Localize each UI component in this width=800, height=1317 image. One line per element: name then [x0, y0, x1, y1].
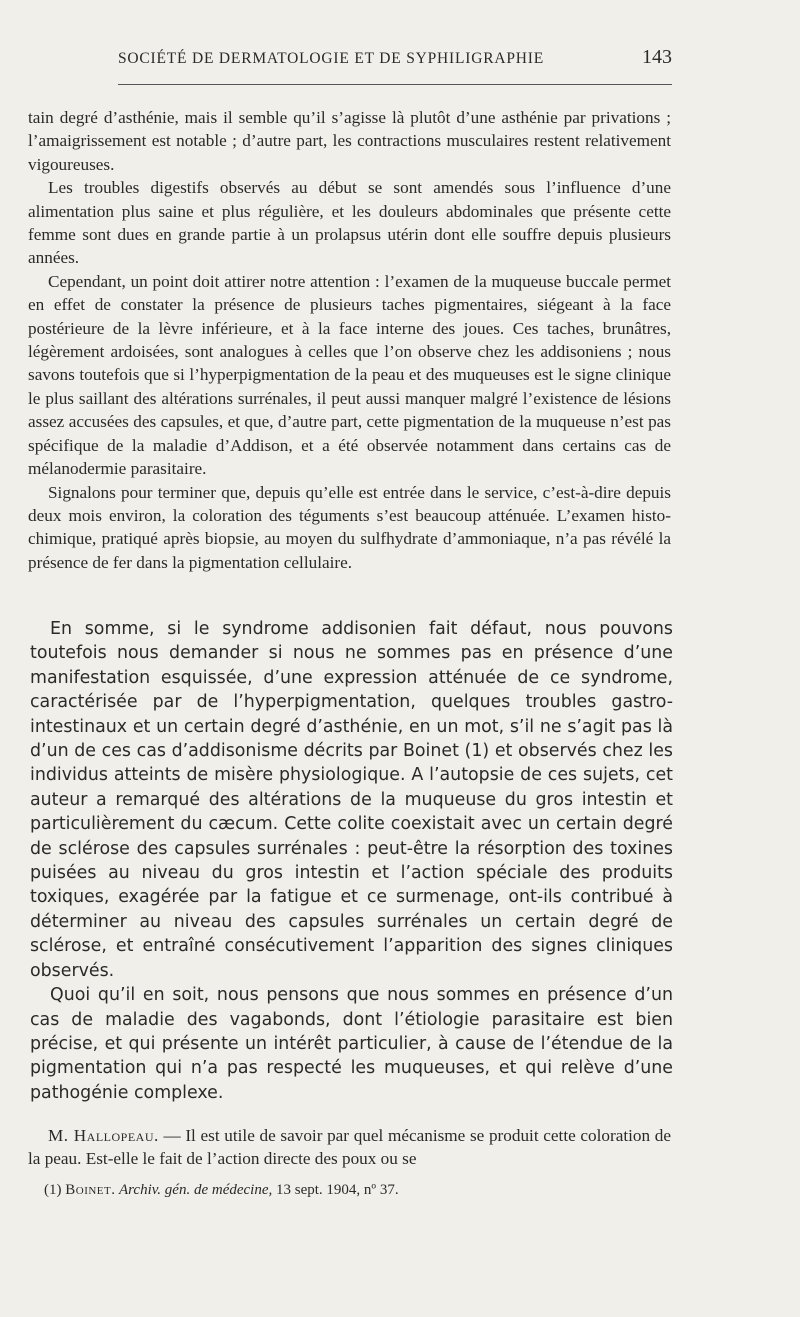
- paragraph-en-somme: En somme, si le syndrome addisonien fait défaut, nous pouvons toutefois nous demander si nous ne sommes pas en présence d’une manifestation esquissée, d’une expression atténuée de ce syndrome, caractérisée par de l’hyperpigmentation, quelques troubles gastro-intestinaux et un certain degré d’asthénie, en un mot, s’il ne s’agit pas là d’un de ces cas d’addisonisme décrits par Boinet (1) et observés chez les individus atteints de misère physiologique. A l’autopsie de ces sujets, cet auteur a remarqué des altérations de la muqueuse du gros intestin et particulièrement du cæcum. Cette colite coexistait avec un certain degré de sclérose des capsules surrénales : peut-être la résorption des toxines puisées au niveau du gros intestin et l’action spéciale des produits toxiques, exagérée par la fatigue et ce surmenage, ont-ils contribué à déterminer au niveau des capsules surrénales un certain degré de sclérose, et entraîné consécutivement l’apparition des signes cliniques observés.: [30, 619, 673, 981]
- footnote: [44, 1182, 399, 1199]
- footnote-marker: (1): [44, 1182, 66, 1198]
- footnote-journal: Archiv. gén. de médecine,: [115, 1182, 273, 1198]
- paragraph-digestive: Les troubles digestifs observés au début se sont amendés sous l’influence d’une alimentation plus saine et plus régulière, et les douleurs abdominales que présente cette femme sont dues en grande partie à un prolapsus utérin dont elle souffre depuis plusieurs années.: [28, 178, 671, 268]
- page-number: 143: [642, 46, 672, 68]
- running-head: [118, 46, 672, 69]
- footnote-author: Boinet.: [65, 1182, 116, 1198]
- paragraph-quoi-quil: Quoi qu’il en soit, nous pensons que nous sommes en présence d’un cas de maladie des vagabonds, dont l’étiologie parasitaire est bien précise, et qui présente un intérêt particulier, à cause de l’étendue de la pigmentation qui n’a pas respecté les muqueuses, et qui relève d’une pathogénie complexe.: [30, 985, 673, 1103]
- case-report-text: [28, 106, 671, 574]
- speaker-name: M. Hallopeau.: [48, 1126, 159, 1145]
- summary-text: [30, 617, 673, 1105]
- discussion-text: — Il est utile de savoir par quel mécanisme se produit cette coloration de la peau. Est-elle le fait de l’action directe des poux ou se: [28, 1126, 671, 1169]
- header-rule: [118, 84, 672, 85]
- paragraph-mucosa: Cependant, un point doit attirer notre attention : l’examen de la muqueuse buccale permet en effet de constater la présence de plusieurs taches pigmentaires, siégeant à la face postérieure de la lèvre inférieure, et à la face interne des joues. Ces taches, brunâtres, légèrement ardoisées, sont analogues à celles que l’on observe chez les addisoniens ; nous savons toutefois que si l’hyperpigmentation de la peau et des muqueuses est le signe clinique le plus saillant des altérations surrénales, il peut aussi manquer malgré l’existence de lésions assez accusées des capsules, et que, d’autre part, cette pigmentation de la muqueuse n’est pas spécifique de la maladie d’Addison, et a été observée notamment dans certains cas de mélanodermie parasitaire.: [28, 271, 671, 479]
- running-title: SOCIÉTÉ DE DERMATOLOGIE ET DE SYPHILIGRAPHIE: [118, 50, 544, 67]
- discussion: [28, 1124, 671, 1171]
- paragraph-conclusion: Signalons pour terminer que, depuis qu’elle est entrée dans le service, c’est-à-dire depuis deux mois environ, la coloration des téguments s’est beaucoup atténuée. L’examen histo-chimique, pratiqué après biopsie, au moyen du sulfhydrate d’ammoniaque, n’a pas révélé la présence de fer dans la pigmentation cellulaire.: [28, 482, 671, 572]
- footnote-date: 13 sept. 1904, nº 37.: [272, 1182, 399, 1198]
- paragraph-continuation: tain degré d’asthénie, mais il semble qu’il s’agisse là plutôt d’une asthénie par privations ; l’amaigrissement est notable ; d’autre part, les contractions musculaires restent relativement vigoureuses.: [28, 108, 671, 174]
